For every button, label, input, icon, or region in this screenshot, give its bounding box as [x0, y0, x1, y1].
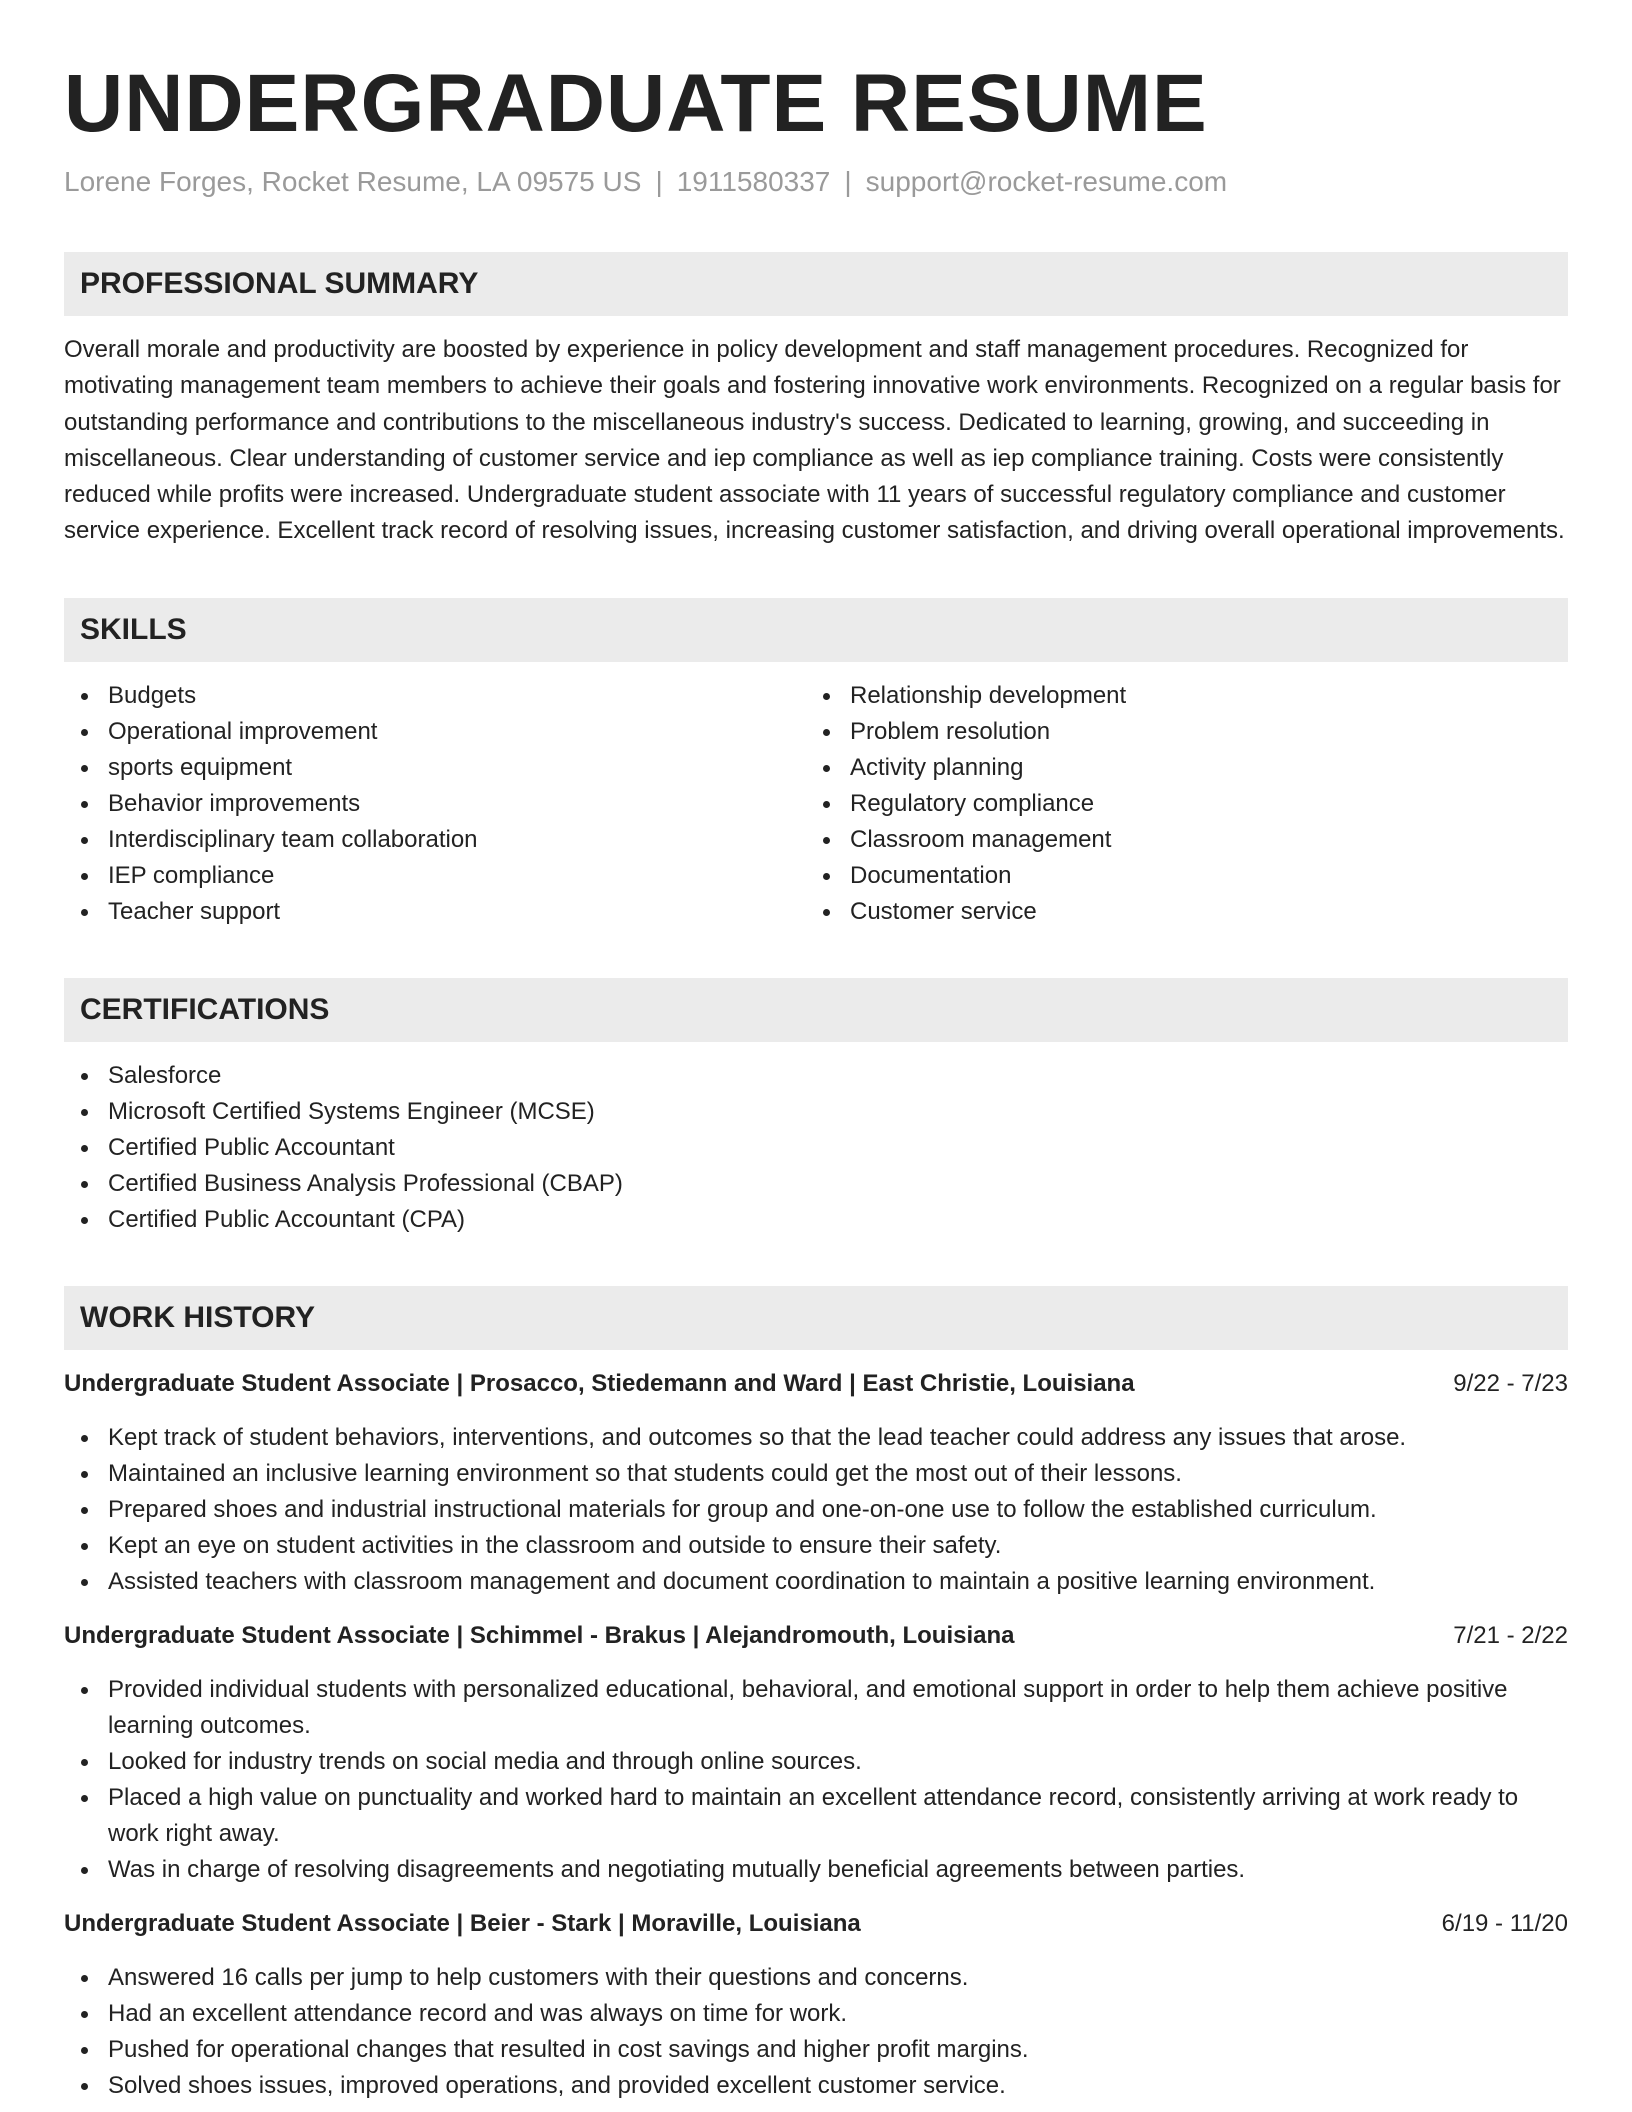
- skills-column-left: [64, 678, 806, 930]
- page-title: UNDERGRADUATE RESUME: [64, 58, 1208, 149]
- skill-item: Operational improvement: [64, 714, 806, 750]
- certification-item: Certified Public Accountant: [64, 1130, 1568, 1166]
- skill-item: Budgets: [64, 678, 806, 714]
- section-header-certifications: CERTIFICATIONS: [64, 978, 1568, 1042]
- certification-item: Certified Business Analysis Professional (CBAP): [64, 1166, 1568, 1202]
- skill-item: Behavior improvements: [64, 786, 806, 822]
- job-bullets: [64, 1960, 1568, 2104]
- skill-item: Regulatory compliance: [806, 786, 1548, 822]
- job-header: [64, 1618, 1568, 1654]
- section-header-skills: SKILLS: [64, 598, 1568, 662]
- job-bullet: Assisted teachers with classroom management and document coordination to maintain a positive learning environment.: [64, 1564, 1568, 1600]
- skill-item: Activity planning: [806, 750, 1548, 786]
- job-bullet: Placed a high value on punctuality and worked hard to maintain an excellent attendance record, consistently arriving at work ready to work right away.: [64, 1780, 1568, 1852]
- section-header-summary: PROFESSIONAL SUMMARY: [64, 252, 1568, 316]
- skill-item: Problem resolution: [806, 714, 1548, 750]
- job-bullet: Was in charge of resolving disagreements and negotiating mutually beneficial agreements between parties.: [64, 1852, 1568, 1888]
- job-bullet: Prepared shoes and industrial instructional materials for group and one-on-one use to follow the established curriculum.: [64, 1492, 1568, 1528]
- skill-item: IEP compliance: [64, 858, 806, 894]
- job-entry: [64, 1618, 1568, 1888]
- summary-text: Overall morale and productivity are boosted by experience in policy development and staff management procedures. Recognized for motivating management team members to achieve their goals and fostering innovative work environments. Recognized on a regular basis for outstanding performance and contributions to the miscellaneous industry's success. Dedicated to learning, growing, and succeeding in miscellaneous. Clear understanding of customer service and iep compliance as well as iep compliance training. Costs were consistently reduced while profits were increased. Undergraduate student associate with 11 years of successful regulatory compliance and customer service experience. Excellent track record of resolving issues, increasing customer satisfaction, and driving overall operational improvements.: [64, 336, 1565, 545]
- job-bullet: Solved shoes issues, improved operations, and provided excellent customer service.: [64, 2068, 1568, 2104]
- skill-item: Classroom management: [806, 822, 1548, 858]
- job-header: [64, 1906, 1568, 1942]
- job-bullets: [64, 1672, 1568, 1888]
- job-bullets: [64, 1420, 1568, 1600]
- skill-item: sports equipment: [64, 750, 806, 786]
- job-title: Undergraduate Student Associate | Beier - Stark | Moraville, Louisiana: [64, 1909, 861, 1937]
- contact-separator: |: [844, 166, 852, 197]
- job-dates: 6/19 - 11/20: [1441, 1909, 1568, 1937]
- skills-list: [64, 678, 1568, 930]
- contact-separator: |: [655, 166, 663, 197]
- job-bullet: Had an excellent attendance record and was always on time for work.: [64, 1996, 1568, 2032]
- certifications-list: [64, 1058, 1568, 1238]
- job-bullet: Pushed for operational changes that resulted in cost savings and higher profit margins.: [64, 2032, 1568, 2068]
- job-bullet: Answered 16 calls per jump to help customers with their questions and concerns.: [64, 1960, 1568, 1996]
- skill-item: Documentation: [806, 858, 1548, 894]
- contact-email: support@rocket-resume.com: [865, 166, 1228, 197]
- certification-item: Certified Public Accountant (CPA): [64, 1202, 1568, 1238]
- contact-phone: 1911580337: [676, 166, 831, 197]
- skill-item: Customer service: [806, 894, 1548, 930]
- job-title: Undergraduate Student Associate | Schimmel - Brakus | Alejandromouth, Louisiana: [64, 1621, 1015, 1649]
- job-bullet: Kept an eye on student activities in the classroom and outside to ensure their safety.: [64, 1528, 1568, 1564]
- job-entry: [64, 1366, 1568, 1600]
- job-header: [64, 1366, 1568, 1402]
- job-bullet: Maintained an inclusive learning environment so that students could get the most out of their lessons.: [64, 1456, 1568, 1492]
- job-bullet: Provided individual students with personalized educational, behavioral, and emotional support in order to help them achieve positive learning outcomes.: [64, 1672, 1568, 1744]
- job-dates: 7/21 - 2/22: [1453, 1621, 1568, 1649]
- certification-item: Microsoft Certified Systems Engineer (MCSE): [64, 1094, 1568, 1130]
- contact-line: [64, 162, 1568, 202]
- job-dates: 9/22 - 7/23: [1453, 1369, 1568, 1397]
- skill-item: Teacher support: [64, 894, 806, 930]
- contact-address: Lorene Forges, Rocket Resume, LA 09575 US: [64, 166, 642, 197]
- section-header-work-history: WORK HISTORY: [64, 1286, 1568, 1350]
- job-title: Undergraduate Student Associate | Prosacco, Stiedemann and Ward | East Christie, Louisiana: [64, 1369, 1135, 1397]
- skills-column-right: [806, 678, 1548, 930]
- job-entry: [64, 1906, 1568, 2104]
- certification-item: Salesforce: [64, 1058, 1568, 1094]
- skill-item: Relationship development: [806, 678, 1548, 714]
- skill-item: Interdisciplinary team collaboration: [64, 822, 806, 858]
- job-bullet: Kept track of student behaviors, interventions, and outcomes so that the lead teacher could address any issues that arose.: [64, 1420, 1568, 1456]
- job-bullet: Looked for industry trends on social media and through online sources.: [64, 1744, 1568, 1780]
